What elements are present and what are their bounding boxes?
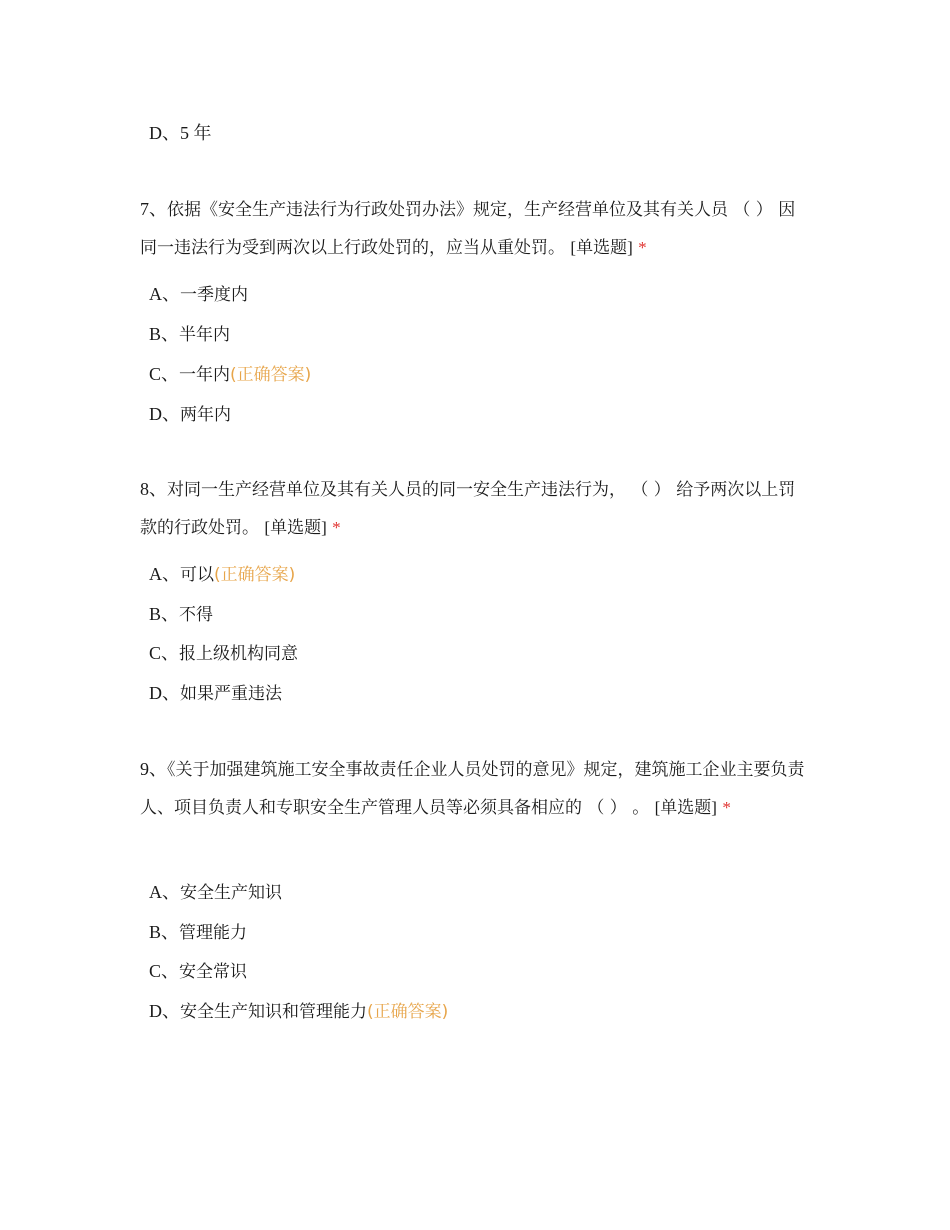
- option-label: D、: [149, 683, 180, 703]
- required-mark: *: [332, 518, 341, 537]
- option-label: B、: [149, 604, 180, 624]
- option-text: 5 年: [180, 123, 212, 143]
- question-text: 《关于加强建筑施工安全事故责任企业人员处罚的意见》规定，建筑施工企业主要负责人、项目负责人和专职安全生产管理人员等必须具备相应的 （ ） 。: [140, 760, 805, 818]
- question-text: 依据《安全生产违法行为行政处罚办法》规定，生产经营单位及其有关人员 （ ） 因同一违法行为受到两次以上行政处罚的，应当从重处罚。: [140, 200, 796, 258]
- option-c: [149, 362, 311, 387]
- required-mark: *: [638, 238, 647, 257]
- option-d: [149, 999, 448, 1024]
- option-b: [149, 920, 247, 945]
- option-text: 不得: [179, 605, 214, 625]
- question-number: 8、: [140, 479, 167, 499]
- question-number: 7、: [140, 199, 167, 219]
- option-label: C、: [149, 961, 180, 981]
- correct-answer-tag: (正确答案): [230, 365, 312, 385]
- option-d: [149, 681, 282, 706]
- question-stem: [140, 751, 808, 827]
- question-type: [单选题]: [264, 518, 327, 537]
- question-stem: [140, 191, 808, 267]
- option-text: 可以: [180, 565, 214, 585]
- option-text: 报上级机构同意: [179, 644, 299, 664]
- option-text: 管理能力: [179, 923, 248, 943]
- question-text: 对同一生产经营单位及其有关人员的同一安全生产违法行为， （ ） 给予两次以上罚款的行政处罚。: [140, 480, 796, 538]
- question-stem: [140, 471, 808, 547]
- option-text: 一年内: [179, 365, 231, 385]
- required-mark: *: [722, 798, 731, 817]
- option-label: A、: [149, 564, 180, 584]
- option-text: 安全常识: [179, 962, 248, 982]
- option-a: [149, 880, 282, 905]
- option-label: D、: [149, 404, 180, 424]
- option-label: A、: [149, 882, 180, 902]
- option-label: D、: [149, 123, 180, 143]
- option-c: [149, 641, 298, 666]
- option-text: 两年内: [180, 405, 231, 425]
- option-c: [149, 959, 247, 984]
- question-type: [单选题]: [654, 798, 717, 817]
- option-prev-d: [149, 121, 212, 146]
- option-text: 半年内: [179, 325, 231, 345]
- option-b: [149, 322, 230, 347]
- question-type: [单选题]: [570, 238, 633, 257]
- option-a: [149, 562, 295, 587]
- option-text: 安全生产知识和管理能力: [180, 1002, 367, 1022]
- option-label: B、: [149, 324, 180, 344]
- option-text: 如果严重违法: [180, 684, 282, 704]
- option-label: B、: [149, 922, 180, 942]
- option-text: 安全生产知识: [180, 883, 282, 903]
- option-label: D、: [149, 1001, 180, 1021]
- option-b: [149, 602, 213, 627]
- option-d: [149, 402, 231, 427]
- correct-answer-tag: (正确答案): [214, 565, 296, 585]
- option-text: 一季度内: [180, 285, 248, 305]
- question-number: 9、: [140, 759, 167, 779]
- option-label: A、: [149, 284, 180, 304]
- option-label: C、: [149, 364, 180, 384]
- option-a: [149, 282, 248, 307]
- correct-answer-tag: (正确答案): [367, 1002, 449, 1022]
- option-label: C、: [149, 643, 180, 663]
